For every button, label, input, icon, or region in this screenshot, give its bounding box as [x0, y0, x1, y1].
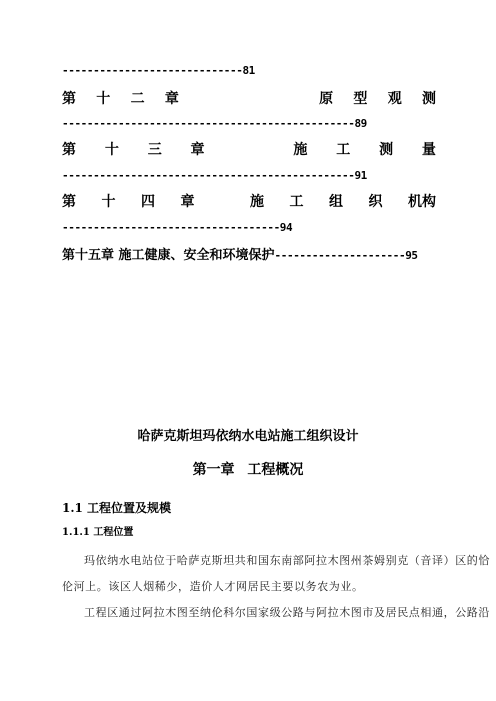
- toc-char: 测: [421, 91, 436, 107]
- toc-entry-chapter-15[interactable]: [62, 246, 418, 262]
- chapter-title: 第一章 工程概况: [192, 462, 304, 478]
- paragraph-line: 玛依纳水电站位于哈萨克斯坦共和国东南部阿拉木图州茶姆别克（音译）区的恰: [84, 554, 490, 567]
- toc-leader-89: -----------------------------------------------89: [62, 117, 367, 130]
- toc-entry-chapter-14[interactable]: [62, 195, 436, 209]
- toc-char: 十: [96, 91, 111, 107]
- toc-char: 工: [289, 194, 304, 210]
- toc-char: 量: [421, 142, 436, 158]
- section-heading-1-1: 1.1 工程位置及规模: [62, 501, 172, 515]
- toc-entry-title: 第十五章 施工健康、安全和环境保护: [62, 248, 275, 263]
- toc-char: 织: [368, 194, 383, 210]
- toc-char: 四: [141, 194, 155, 210]
- toc-char: 三: [147, 142, 162, 158]
- toc-leader-91: -----------------------------------------------91: [62, 169, 367, 182]
- toc-char: 工: [336, 142, 351, 158]
- toc-leader-81: -----------------------------81: [62, 64, 255, 77]
- toc-char: 章: [190, 142, 205, 158]
- toc-char: 原: [319, 91, 334, 107]
- toc-char: 章: [180, 194, 195, 210]
- paragraph-line: 伦河上。该区人烟稀少，造价人才网居民主要以务农为业。: [62, 580, 364, 593]
- toc-char: 施: [250, 194, 264, 210]
- toc-char: 第: [62, 91, 76, 107]
- toc-entry-chapter-13[interactable]: [62, 143, 436, 157]
- toc-char: 第: [62, 142, 76, 158]
- toc-char: 机构: [408, 194, 436, 210]
- toc-leader-94: -----------------------------------94: [62, 221, 293, 234]
- toc-entry-chapter-12[interactable]: [62, 92, 436, 106]
- toc-char: 二: [130, 91, 145, 107]
- toc-char: 章: [164, 91, 179, 107]
- document-title: 哈萨克斯坦玛依纳水电站施工组织设计: [137, 429, 359, 444]
- toc-char: 第: [62, 194, 76, 210]
- section-heading-1-1-1: 1.1.1 工程位置: [62, 527, 134, 538]
- toc-leader-95: ---------------------95: [274, 249, 418, 262]
- toc-char: 观: [387, 91, 402, 107]
- paragraph-line: 工程区通过阿拉木图至纳伦科尔国家级公路与阿拉木图市及居民点相通，公路沿: [84, 606, 490, 619]
- toc-char: 型: [353, 91, 368, 107]
- toc-char: 施: [293, 142, 308, 158]
- toc-char: 组: [329, 194, 343, 210]
- toc-char: 十: [104, 142, 119, 158]
- toc-char: 测: [379, 142, 394, 158]
- toc-char: 十: [101, 194, 116, 210]
